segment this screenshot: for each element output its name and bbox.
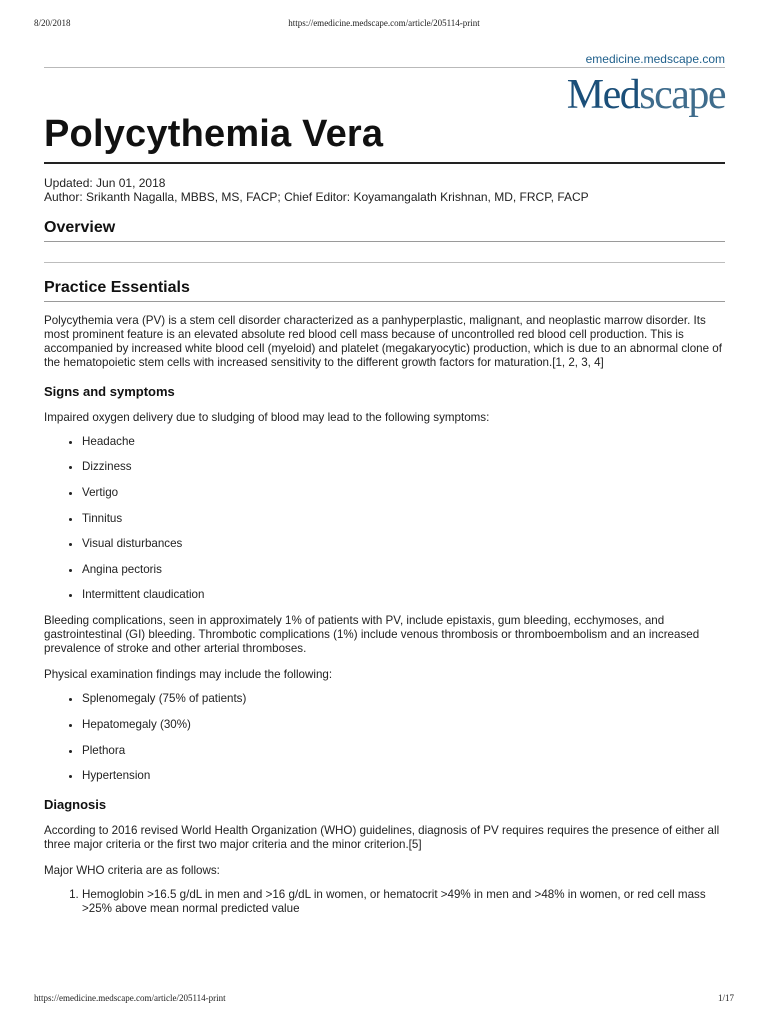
list-item: • Intermittent claudication [82,588,725,602]
article-page [44,52,725,916]
list-item: • Plethora [82,744,725,758]
updated-date: Updated: Jun 01, 2018 [44,175,166,190]
article-meta [44,176,725,204]
list-item: • Dizziness [82,460,725,474]
overview-heading: Overview [44,219,725,242]
signs-intro: Impaired oxygen delivery due to sludging of blood may lead to the following symptoms: [44,410,490,424]
brand-bar [44,52,725,118]
print-date: 8/20/2018 [34,18,71,28]
list-item: • Visual disturbances [82,537,725,551]
print-footer [34,993,734,1007]
diagnosis-paragraph: According to 2016 revised World Health Organization (WHO) guidelines, diagnosis of PV requires requires the presence of either all three major criteria or the first two major criteria and the minor criterion.[5] [44,824,720,852]
page-number: 1/17 [717,993,734,1003]
section-divider [44,242,725,263]
logo-scape: scape [639,72,725,118]
diagnosis-heading: Diagnosis [44,797,107,813]
exam-intro: Physical examination findings may include the following: [44,668,333,682]
list-item: • Hepatomegaly (30%) [82,718,725,732]
list-item: • Tinnitus [82,512,725,526]
medscape-logo[interactable] [567,74,725,116]
article-title: Polycythemia Vera [44,114,725,164]
print-url: https://emedicine.medscape.com/article/205114-print [288,18,480,28]
list-item: • Hypertension [82,769,725,783]
list-item: • Headache [82,435,725,449]
symptom-list [44,435,725,603]
list-item: • Splenomegaly (75% of patients) [82,692,725,706]
site-link[interactable]: emedicine.medscape.com [585,52,725,66]
bleeding-paragraph: Bleeding complications, seen in approximately 1% of patients with PV, include epistaxis, gum bleeding, ecchymoses, and gastrointestinal (GI) bleeding. Thrombotic complications (1%) include venous thrombosis or thromboembolism and an increased prevalence of stroke and other arterial thromboses. [44,614,700,656]
list-item: • Angina pectoris [82,563,725,577]
major-criteria-list [44,888,725,916]
header-divider [44,67,725,68]
exam-findings-list [44,692,725,783]
logo-med: Med [566,72,640,118]
practice-essentials-heading: Practice Essentials [44,279,725,302]
list-item: • Vertigo [82,486,725,500]
print-header [34,18,734,32]
list-item: 1. Hemoglobin >16.5 g/dL in men and >16 g/dL in women, or hematocrit >49% in men and >48% in women, or red cell mass >25% above mean normal predicted value [82,888,725,916]
major-criteria-intro: Major WHO criteria are as follows: [44,864,220,878]
author-line: Author: Srikanth Nagalla, MBBS, MS, FACP; Chief Editor: Koyamangalath Krishnan, MD, FRCP, FACP [44,189,589,204]
footer-url: https://emedicine.medscape.com/article/205114-print [34,993,226,1003]
intro-paragraph: Polycythemia vera (PV) is a stem cell disorder characterized as a panhyperplastic, malignant, and neoplastic marrow disorder. Its most prominent feature is an elevated absolute red blood cell mass because of uncontrolled red blood cell production. This is accompanied by increased white blood cell (myeloid) and platelet (megakaryocytic) production, which is due to an abnormal clone of the hematopoietic stem cells with increased sensitivity to the different growth factors for maturation.[1, 2, 3, 4] [44,313,722,369]
signs-heading: Signs and symptoms [44,383,175,399]
